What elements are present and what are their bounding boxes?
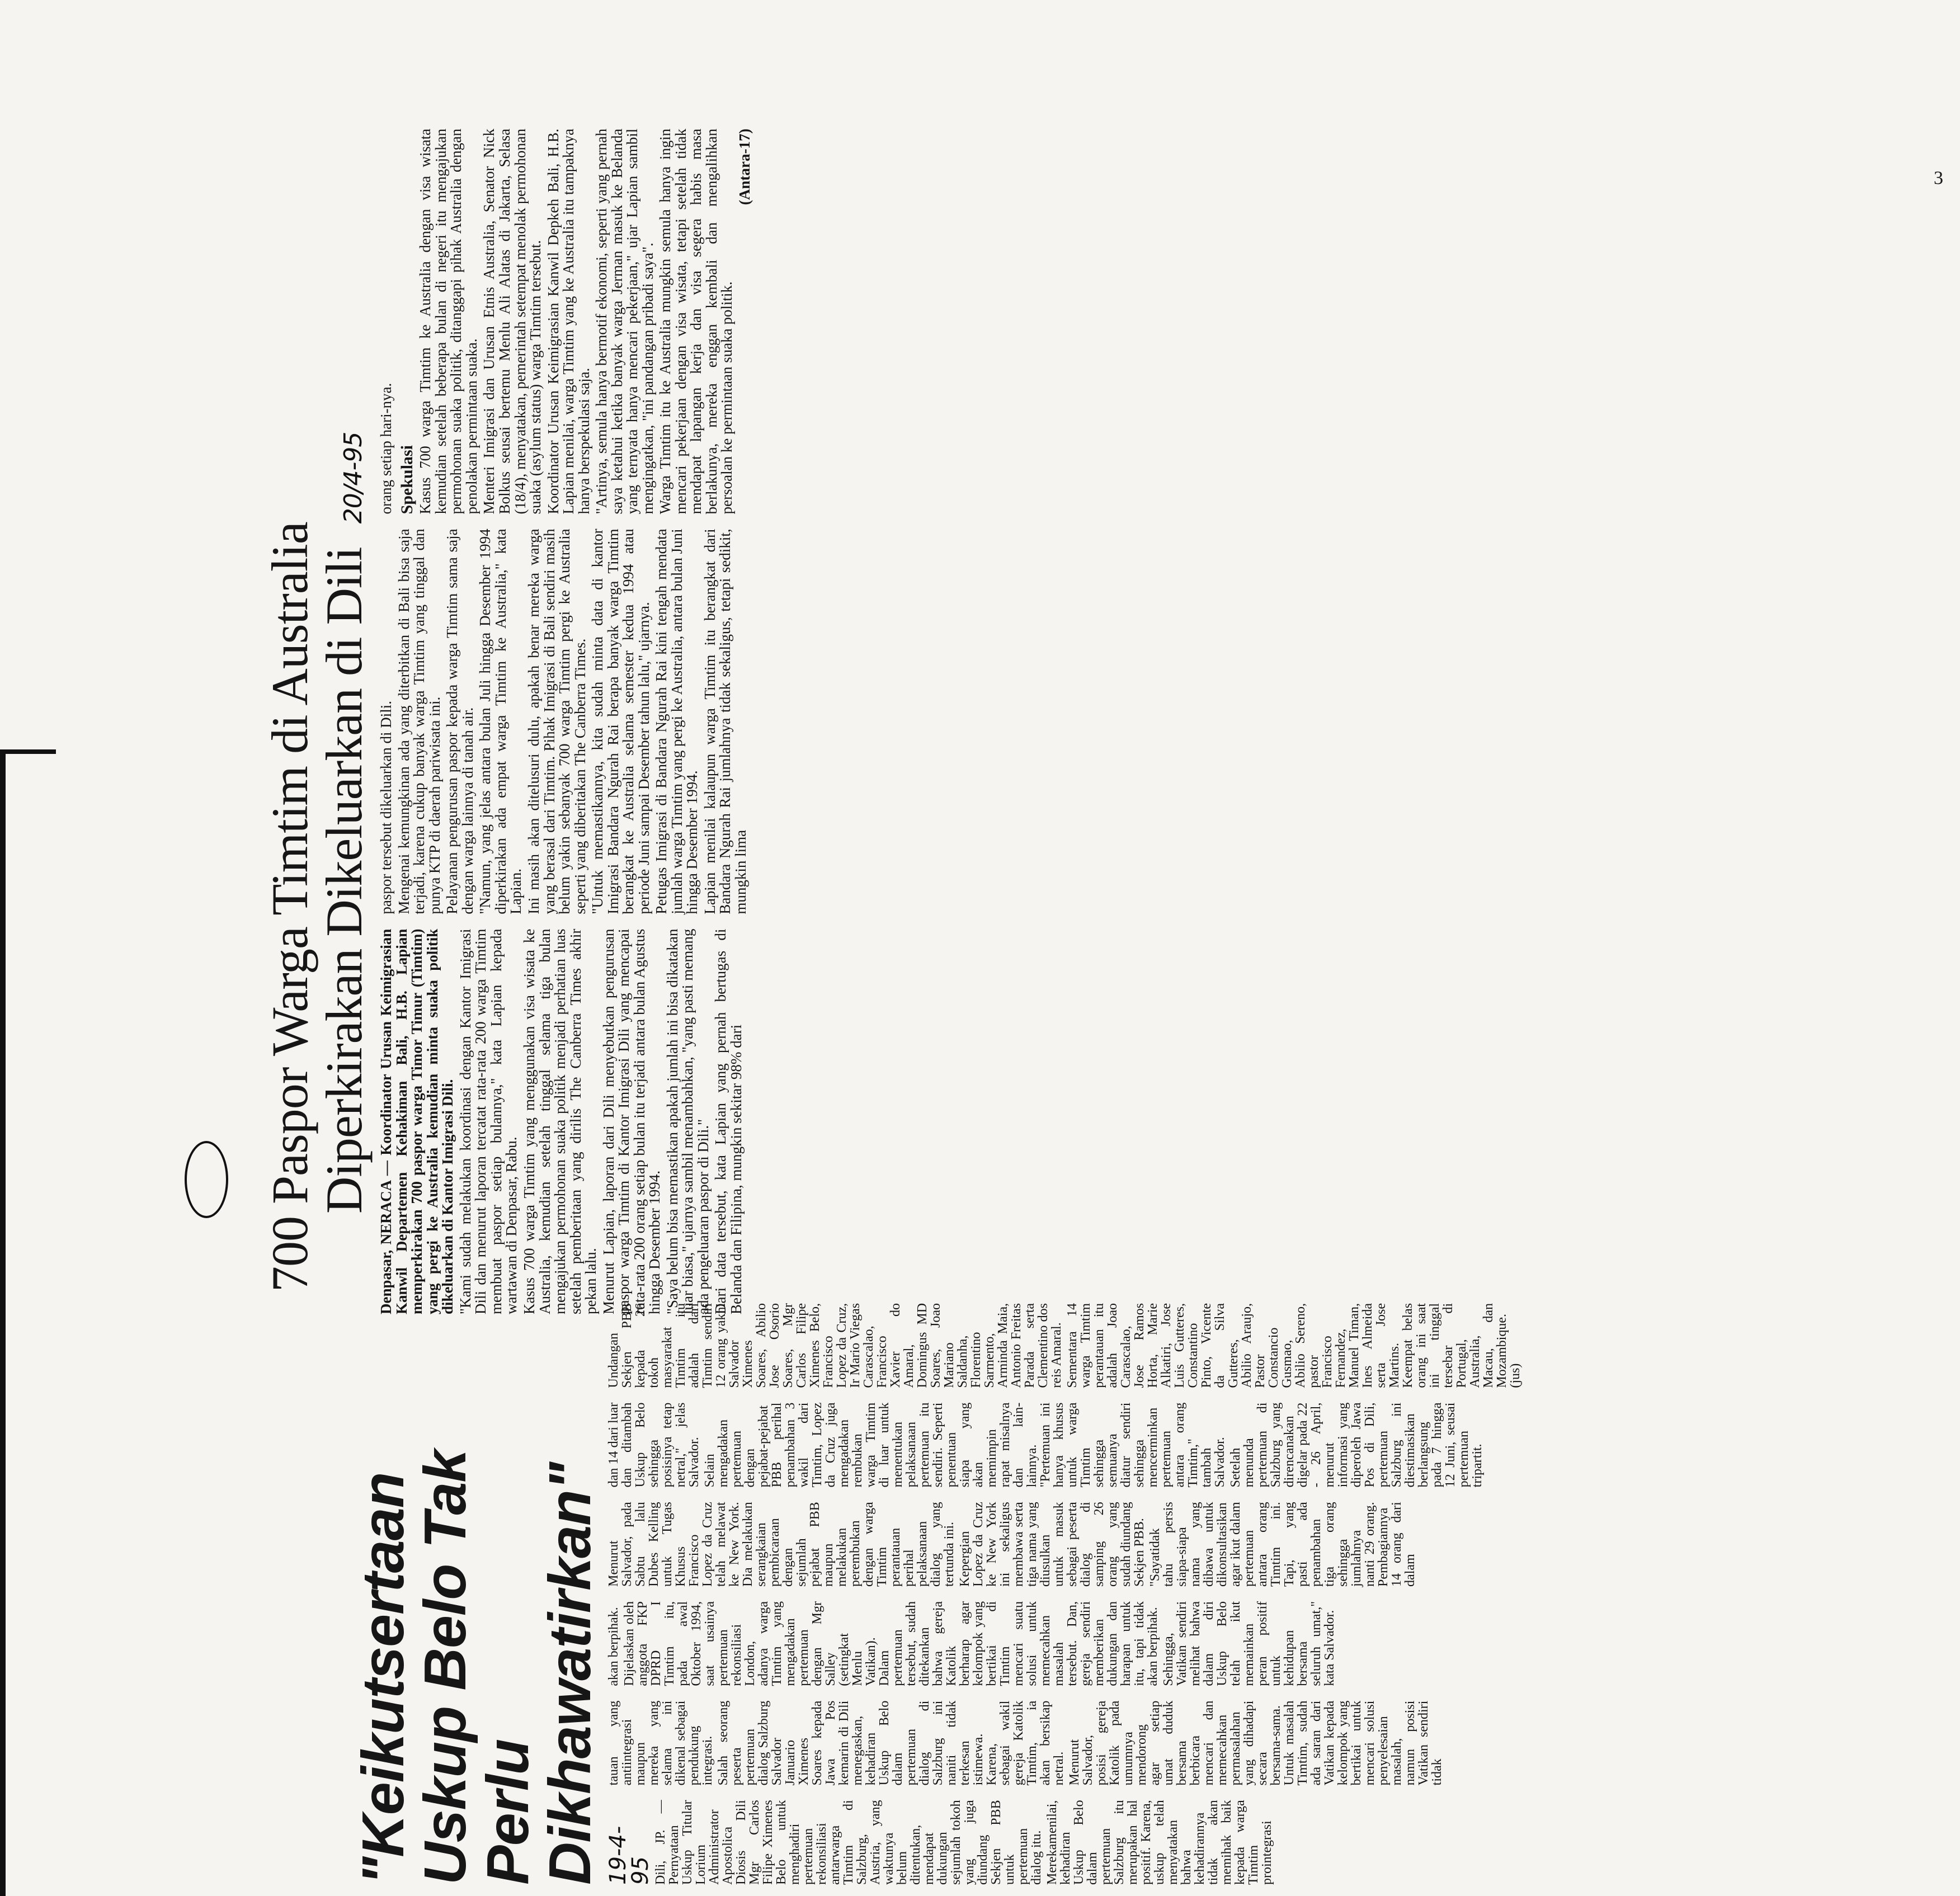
paragraph: Ini masih akan ditelusuri dulu, apakah benar mereka warga yang berasal dari Timtim. Pihak Imigrasi di Bali sendiri masih belum yakin sebanyak 700 warga Timtim pergi ke Australia seperti yang diberitakan The Canberra Times. [525,529,588,914]
paragraph: Kepergian Lopez da Cruz ke New York ini sekaligus membawa serta tiga nama yang diusulkan untuk masuk sebagai peserta dialog di samping 26 orang yang sudah diundang Sekjen PBB. [958,1502,1147,1587]
paragraph: Selain mengadakan pertemuan dengan pejabat-pejabat PBB perihal penambahan 3 wakil dari Timtim, Lopez da Cruz juga mengadakan rembukan warga Timtim di luar untuk menentukan pelaksanaan pertemuan itu sendiri. Seperti penentuan siapa yang akan memimpin rapat misalnya dan lain-lainnya. "Pertemuan ini hanya khusus untuk warga Timtim sehingga semuanya diatur sendiri sehingga mencerminkan pertemuan antara orang Timtim," tambah Salvador. [703,1402,1228,1488]
paragraph: Kasus 700 warga Timtim yang menggunakan visa wisata ke Australia, kemudian setelah tinggal selama tiga bulan mengajukan permohonan suaka politik menjadi perhatian luas setelah pemberitaan yang dirilis The Canberra Times akhir pekan lalu. [520,928,600,1314]
paragraph: paspor tersebut dikeluarkan di Dili. [378,701,395,914]
article-column-2 [607,1701,1524,1786]
paragraph: Salah seorang peserta pertemuan dialog Salzburg Salvador Januario Ximenes Soares kepada Jawa Pos kemarin di Dili menegaskan, kehadiran Uskup Belo dalam pertemuan dialog di Salzburg ini naniti tidak terkesan istimewa. Karena, sebagai wakil gereja Katolik Timtim, ia akan bersikap netral. [716,1700,1067,1786]
paragraph: Undangan Sekjen PBB kepada 26 tokoh masyarakat Timtim itu adalah dari Timtim sendiri 12 orang yakni Salvador Ximenes Soares, Abilio Jose Osorio Soares, Mgr Carlos Filipe Ximenes Belo, Francisco Lopez da Cruz, Ir Mario Viegas Carascalao, Francisco Xavier do Amaral, Domingus MD Soares, Joao Mariano Saldanha, Florentino Sarmento, Arminda Maia, Antonio Freitas Parada serta Clementino dos reis Amaral. [606,1303,1064,1388]
article-headline: "Keikutsertaan Uskup Belo Tak Perlu Dikhawatirkan" [350,1450,603,1885]
paragraph: Menteri Imigrasi dan Urusan Etnis Australia, Senator Nick Bolkus seusai bertemu Menlu Ali Alatas di Jakarta, Selasa (18/4), menyatakan, pemerintah setempat menolak permohonan suaka (asylum status) warga Timtim tersebut. [480,129,544,515]
paragraph: Lapian menilai kalaupun warga Timtim itu berangkat dari Bandara Ngurah Rai jumlahnya tidak sekaligus, tetapi sedikit, mungkin lima [701,529,749,914]
paragraph: Dari data tersebut, kata Lapian yang pernah bertugas di Belanda dan Filipina, mungkin sekitar 98% dari [712,928,745,1314]
paragraph: Sehingga, Vatikan sendiri melihat bahwa dalam diri Uskup Belo telah ikut memainkan peran positif untuk kehidupan bersama seluruh umat," kata Salvador. [1161,1601,1337,1686]
paragraph: Merekamenilai, kehadiran Uskup Belo dalam pertemuan Salzburg itu merupakan hal positif. Karena, uskup telah menyatakan bahwa kehadirannya tidak akan memihak baik kepada warga Timtim prointegrasi [1045,1800,1275,1885]
article-headline [263,129,371,1314]
paragraph: Denpasar, NERACA — Koordinator Urusan Keimigrasian Kanwil Departemen Kehakiman Bali, H.B. Lapian memperkirakan 700 paspor warga Timor Timur (Timtim) yang pergi ke Australia kemudian minta suaka politik dikeluarkan di Kantor Imigrasi Dili. [378,928,456,1314]
article-column-1 [607,1800,1524,1885]
paragraph: Menurut Lapian, laporan dari Dili menyebutkan pengurusan paspor warga Timtim di Kantor Imigrasi Dili yang mencapai rata-rata 200 orang setiap bulan itu terjadi antara bulan Agustus hingga Desember 1994. [600,928,663,1314]
article-paspor-timtim [263,129,1807,1314]
paragraph: akan berpihak. [606,1607,621,1686]
paragraph: Menurut Salvador, posisi gereja Katolik pada umumnya mendorong agar setiap umat duduk bersama berbicara mencari dan memecahkan permasalahan yang dihadapi secara bersama-sama. Untuk masalah Timtim, sudah ada saran dari Vatikan kepada kelompok yang bertikai untuk mencari solusi penyelesaian masalah, namun posisi Vatikan sendiri tidak [1067,1700,1445,1786]
paragraph: Koordinator Urusan Keimigrasian Kanwil Depkeh Bali, H.B. Lapian menilai, warga Timtim yang ke Australia itu tampaknya hanya berspekulasi saja. [544,129,592,515]
scan-edge-mark [0,749,6,1896]
headline-line-1: 700 Paspor Warga Timtim di Australia [261,522,318,1292]
paragraph: "Saya belum bisa memastikan apakah jumlah ini bisa dikatakan luar biasa," ujarnya sambil menambahkan, "yang pasti memang ada pengeluaran paspor di Dili." [663,928,712,1314]
handwritten-date: 19-4-95 [605,1826,654,1885]
article-columns [607,1303,1524,1885]
article-column-1 [379,929,755,1314]
article-column-3 [379,129,755,514]
paragraph: Dijelaskan oleh anggota FKP DPRD I Timtim itu, pada awal Oktober 1994, saat usainya pertemuan rekonsiliasi London, adanya warga Timtim yang mengadakan pertemuan dengan Mgr Salley (setingkat Menlu Vatikan). Dalam pertemuan tersebut, sudah ditekankan bahwa gereja Katolik berharap agar kelompok yang bertikai di Timtim mencari suatu solusi untuk memecahkan masalah tersebut. Dan, gereja sendiri memberikan dukungan dan harapan untuk itu, tapi tidak akan berpihak. [622,1601,1161,1686]
paragraph: "Sayatidak tahu persis siapa-siapa nama yang dibawa untuk dikonsultasikan agar ikut dalam pertemuan antara orang Timtim ini. Tapi, yang pasti ada penambahan tiga orang sehingga jumlahnya nanti 29 orang. Pembagiannya 14 orang dari dalam [1148,1502,1418,1587]
subheading: Spekulasi [397,445,416,515]
article-columns [379,129,755,1314]
paragraph: Pelayanan pengurusan paspor kepada warga Timtim sama saja dengan warga lainnya di tanah air. [444,529,476,914]
paragraph: "Kami sudah melakukan koordinasi dengan Kantor Imigrasi Dili dan menurut laporan tercatat rata-rata 200 warga Timtim membuat paspor setiap bulannya," kata Lapian kepada wartawan di Denpasar, Rabu. [456,928,520,1314]
article-column-6 [607,1303,1524,1388]
paragraph: tauan yang antiintegrasi maupun mereka yang selama ini dikenal sebagai pendukung integrasi. [606,1700,715,1786]
handwritten-bracket-mark [185,1141,228,1218]
article-column-4 [607,1502,1524,1587]
article-uskup-belo [352,1303,1947,1885]
article-column-3 [607,1601,1524,1686]
paragraph: "Namun, yang jelas antara bulan Juli hingga Desember 1994 diperkirakan ada empat warga Timtim ke Australia," kata Lapian. [477,529,525,914]
paragraph: Dili, JP. — Pernyataan Uskup Titular Lorium Administrator Apostolica Diosis Dili Mgr Carlos Filipe Ximenes Belo untuk menghadiri pertemuan rekonsiliasi antarwarga Timtim di Salzburg, Austria, yang waktunya belum ditentukan, mendapat dukungan sejumlah tokoh yang juga diundang Sekjen PBB untuk pertemuan dialog itu. [653,1800,1044,1885]
paragraph: Mengenai kemungkinan ada yang diterbitkan di Bali bisa saja terjadi, karena cukup banyak warga Timtim yang tinggal dan punya KTP di daerah pariwisata ini. [395,529,443,914]
paragraph: Petugas Imigrasi di Bandara Ngurah Rai kini tengah mendata jumlah warga Timtim yang pergi ke Australia, antara bulan Juni hingga Desember 1994. [653,529,701,914]
paragraph: "Artinya, semula hanya bermotif ekonomi, seperti yang pernah saya ketahui ketika banyak warga Jerman masuk ke Belanda yang ternyata hanya mencari pekerjaan," ujar Lapian sambil mengingatkan, "ini pandangan pribadi saya". [593,129,656,515]
paragraph: Sementara 14 warga Timtim perantauan itu adalah Joao Carascalao, Jose Ramos Horta, Marie Alkatiri, Jose Luis Gutteres, Constantino Pinto, Vicente da Silva Gutteres, Abilio Araujo, Pastor Constancio Gusmao, Abilio Sereno, pastor Francisco Fernandez, Manuel Timan, Ines Almeida serta Jose Martins. Keempat belas orang ini saat ini tinggal tersebar di Portugal, Australia, Macau, dan Mozambique. (jus) [1065,1303,1523,1388]
article-column-2 [379,529,755,914]
paragraph: Setelah menunda pertemuan di Salzburg yang direncanakan digelar pada 22 - 26 April, menurut informasi yang diperoleh Jawa Pos di Dili, pertemuan Salzburg ini diestimasikan berlangsung pada 7 hingga 12 Juni, seusai pertemuan tripartit. [1228,1402,1485,1488]
scan-edge-mark-top [0,749,56,754]
paragraph: Warga Timtim itu ke Australia mungkin semula hanya ingin mencari pekerjaan dengan visa wisata, tetapi setelah tidak mendapat lapangan kerja dan visa segera habis masa berlakunya, mereka enggan kembali dan mengalihkan persoalan ke permintaan suaka politik. [657,129,736,515]
page-number: 3 [1934,168,1943,188]
headline-line-2: Diperkirakan Dikeluarkan di Dili [315,547,373,1214]
paragraph: "Untuk memastikannya, kita sudah minta data di kantor Imigrasi Bandara Ngurah Rai berapa banyak warga Timtim berangkat ke Australia selama semester kedua 1994 atau periode Juni sampai Desember tahun lalu," ujarnya. [589,529,652,914]
article-column-5 [607,1403,1524,1488]
paragraph: Kasus 700 warga Timtim ke Australia dengan visa wisata kemudian setelah beberapa bulan di negeri itu mengajukan permohonan suaka politik, ditanggapi pihak Australia dengan penolakan permintaan suaka. [417,129,480,515]
handwritten-date: 20/4-95 [338,432,368,524]
paragraph: Menurut Salvador, pada Sabtu lalu Dubes Kelling untuk Tugas Khusus Francisco Lopez da Cruz telah melawat ke New York. Dia melakukan serangkaian pembicaraan dengan sejumlah pejabat PBB maupun melakukan perembukan dengan warga Timtim perantauan perihal pelaksanaan dialog yang tertunda ini. [606,1502,957,1587]
paragraph: orang setiap hari-nya. [378,383,395,515]
paragraph: dan 14 dari luar dan ditambah Uskup Belo sehingga posisinya tetap netral," jelas Salvador. [606,1402,702,1488]
article-source: (Antara-17) [736,129,753,205]
